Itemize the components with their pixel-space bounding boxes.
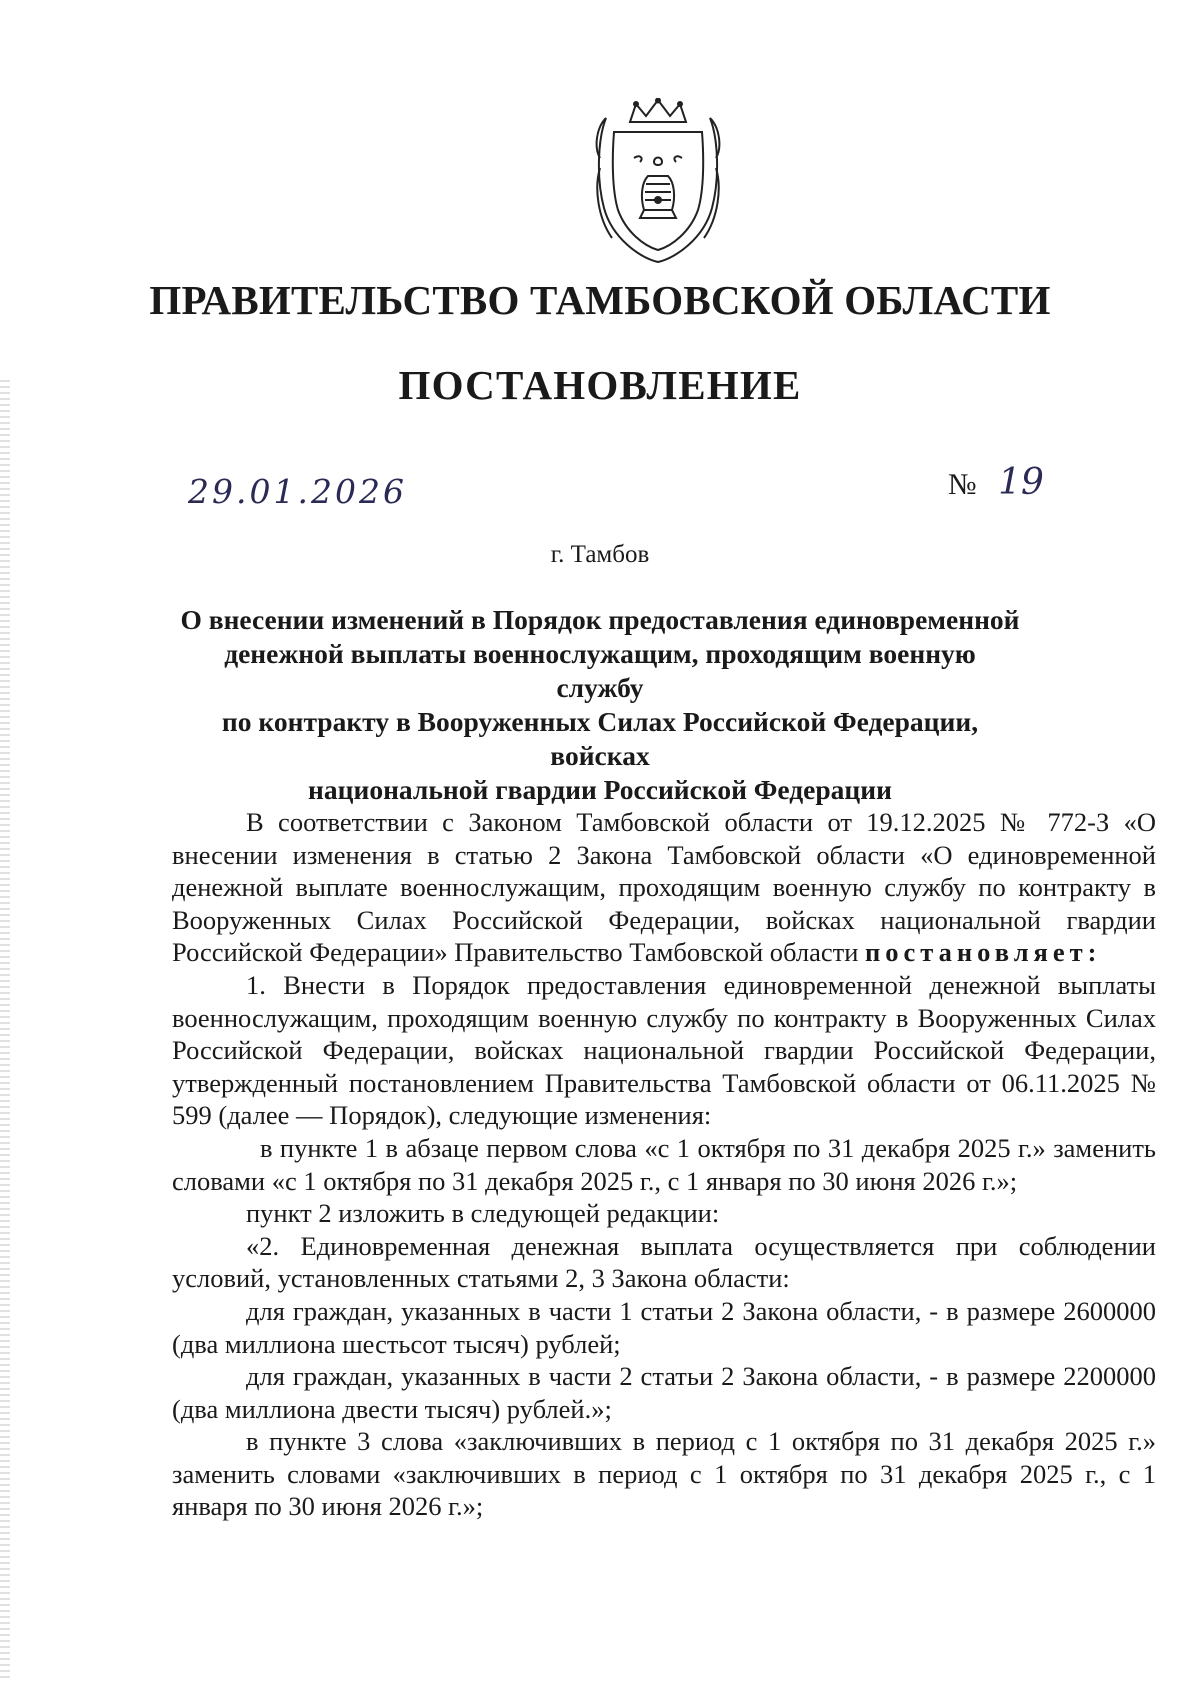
- document-subject: [180, 603, 1020, 807]
- scan-edge-artifact: [0, 380, 10, 1680]
- document-body: [172, 806, 1156, 1523]
- body-paragraph: для граждан, указанных в части 1 статьи 2 Закона области, - в размере 2600000 (два миллиона шестьсот тысяч) рублей;: [172, 1295, 1156, 1359]
- body-paragraph: [172, 806, 1156, 969]
- body-paragraph: в пункте 3 слова «заключивших в период с 1 октября по 31 декабря 2025 г.» заменить словами «заключивших в период с 1 октября по 31 декабря 2025 г., с 1 января по 30 июня 2026 г.»;: [172, 1426, 1156, 1522]
- subject-line: О внесении изменений в Порядок предоставления единовременной: [180, 604, 1020, 635]
- document-date: 29.01.2026: [188, 472, 407, 511]
- body-paragraph: пункт 2 изложить в следующей редакции:: [246, 1198, 720, 1229]
- body-paragraph: 1. Внести в Порядок предоставления единовременной денежной выплаты военнослужащим, проходящим военную службу по контракту в Вооруженных Силах Российской Федерации, войсках национальной гвардии Российской Федерации, утвержденный постановлением Правительства Тамбовской области от 06.11.2025 № 599 (далее — Порядок), следующие изменения:: [172, 969, 1156, 1131]
- document-type-title: ПОСТАНОВЛЕНИЕ: [398, 362, 802, 408]
- body-paragraph: в пункте 1 в абзаце первом слова «с 1 октября по 31 декабря 2025 г.» заменить словами «с 1 октября по 31 декабря 2025 г., с 1 января по 30 июня 2026 г.»;: [172, 1132, 1156, 1196]
- preamble-text: В соответствии с Законом Тамбовской области от 19.12.2025 № 772-З «О внесении изменения в статью 2 Закона Тамбовской области «О единовременной денежной выплате военнослужащим, проходящим военную службу по контракту в Вооруженных Силах Российской Федерации, войсках национальной гвардии Российской Федерации» Правительство Тамбовской области: [172, 807, 1156, 968]
- tambov-coat-of-arms-icon: [590, 98, 726, 266]
- subject-line: по контракту в Вооруженных Силах Российской Федерации, войсках: [221, 706, 979, 771]
- number-sign-label: №: [948, 468, 977, 501]
- document-number: [948, 462, 1044, 503]
- resolves-emphasis: постановляет:: [865, 937, 1102, 968]
- city-line: г. Тамбов: [550, 541, 650, 568]
- body-paragraph: «2. Единовременная денежная выплата осуществляется при соблюдении условий, установленных статьями 2, 3 Закона области:: [172, 1230, 1156, 1294]
- body-paragraph: для граждан, указанных в части 2 статьи 2 Закона области, - в размере 2200000 (два миллиона двести тысяч) рублей.»;: [172, 1361, 1156, 1424]
- subject-line: денежной выплаты военнослужащим, проходящим военную службу: [224, 638, 976, 703]
- number-value: 19: [998, 462, 1044, 503]
- government-title: ПРАВИТЕЛЬСТВО ТАМБОВСКОЙ ОБЛАСТИ: [149, 277, 1051, 323]
- subject-line: национальной гвардии Российской Федерации: [308, 774, 892, 805]
